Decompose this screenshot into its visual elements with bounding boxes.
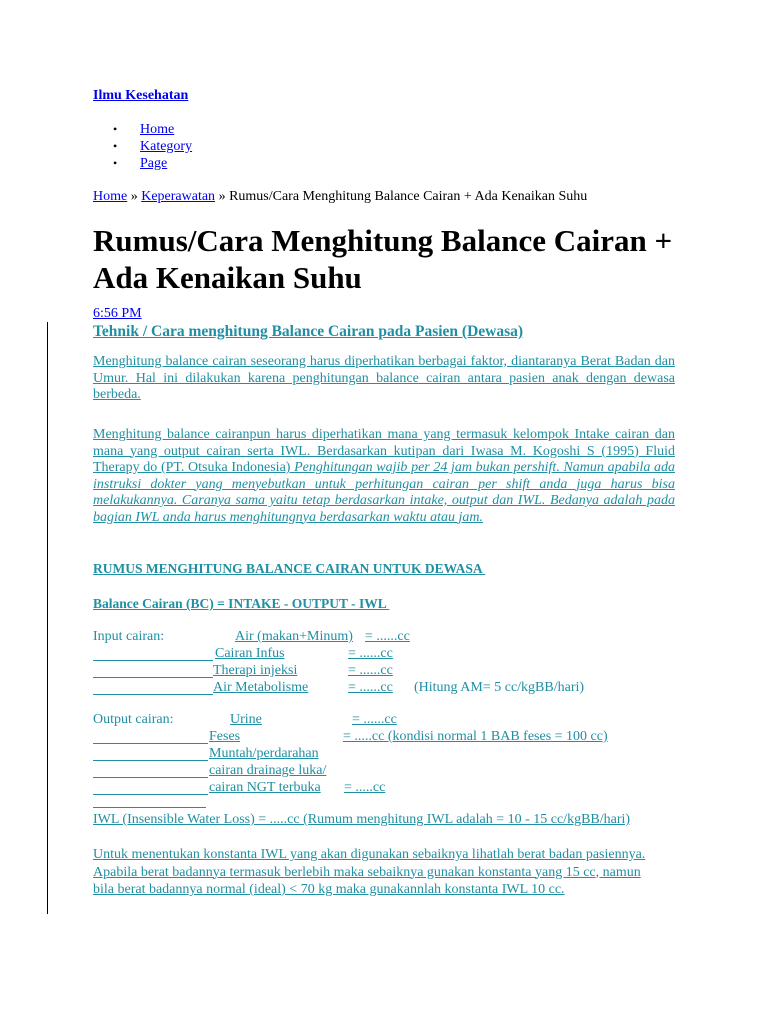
output-feses-value: = .....cc (kondisi normal 1 BAB feses = 100 cc) bbox=[343, 729, 608, 744]
input-injeksi-name: Therapi injeksi bbox=[213, 663, 298, 678]
output-row-underline bbox=[93, 794, 208, 795]
output-drainage-name: cairan drainage luka/ bbox=[209, 763, 327, 778]
output-ngt-value: = .....cc bbox=[344, 780, 386, 795]
output-feses-name: Feses bbox=[209, 729, 241, 744]
nav-menu bbox=[113, 121, 192, 172]
input-air-value: = ......cc bbox=[365, 629, 410, 644]
nav-item-page bbox=[113, 155, 192, 172]
output-ngt-name: cairan NGT terbuka bbox=[209, 780, 321, 795]
breadcrumb-category-link[interactable]: Keperawatan bbox=[141, 189, 216, 204]
input-row-underline bbox=[93, 660, 213, 661]
input-metabolisme-note: (Hitung AM= 5 cc/kgBB/hari) bbox=[414, 680, 585, 695]
post-title: Rumus/Cara Menghitung Balance Cairan + Ada Kenaikan Suhu bbox=[93, 223, 673, 295]
site-title-link[interactable]: Ilmu Kesehatan bbox=[93, 88, 189, 103]
input-metabolisme-value: = ......cc bbox=[348, 680, 393, 695]
left-vertical-rule bbox=[47, 322, 48, 914]
input-row-underline bbox=[93, 694, 213, 695]
input-metabolisme-name: Air Metabolisme bbox=[213, 680, 309, 695]
breadcrumb-separator: » bbox=[127, 189, 142, 204]
breadcrumb bbox=[93, 189, 587, 205]
paragraph-kutipan-text: Menghitung balance cairanpun harus diperhatikan mana yang termasuk kelompok Intake cairan dan mana yang output cairan serta IWL. Berdasarkan kutipan dari Iwasa M. Kogoshi S (1995) Fluid Therapy do (PT. Otsuka Indonesia) bbox=[93, 427, 675, 475]
paragraph-intro: Menghitung balance cairan seseorang harus diperhatikan berbagai faktor, diantaranya Berat Badan dan Umur. Hal ini dilakukan karena penghitungan balance cairan antara pasien anak dengan dewasa berbeda. bbox=[93, 354, 675, 402]
input-injeksi-value: = ......cc bbox=[348, 663, 393, 678]
paragraph-kutipan bbox=[93, 427, 675, 526]
output-muntah-name: Muntah/perdarahan bbox=[209, 746, 319, 761]
output-urine-name: Urine bbox=[230, 712, 262, 727]
rumus-heading: RUMUS MENGHITUNG BALANCE CAIRAN UNTUK DEWASA bbox=[93, 561, 486, 576]
separator-underline bbox=[93, 807, 206, 808]
iwl-konstanta-paragraph: Untuk menentukan konstanta IWL yang akan digunakan sebaiknya lihatlah berat badan pasiennya. Apabila berat badannya termasuk berlebih maka sebaiknya gunakan konstanta yang 15 cc, namun bila berat badannya normal (ideal) < 70 kg maka gunakannlah konstanta IWL 10 cc. bbox=[93, 847, 646, 897]
input-infus-name: Cairan Infus bbox=[215, 646, 285, 661]
nav-link-page[interactable]: Page bbox=[140, 156, 168, 171]
breadcrumb-home-link[interactable]: Home bbox=[93, 189, 128, 204]
balance-formula: Balance Cairan (BC) = INTAKE - OUTPUT - IWL bbox=[93, 596, 390, 611]
breadcrumb-separator: » bbox=[215, 189, 230, 204]
post-time-link[interactable]: 6:56 PM bbox=[93, 306, 142, 321]
output-row-underline bbox=[93, 777, 208, 778]
nav-item-kategory bbox=[113, 138, 192, 155]
output-label: Output cairan: bbox=[93, 712, 174, 727]
iwl-formula: IWL (Insensible Water Loss) = .....cc (Rumum menghitung IWL adalah = 10 - 15 cc/kgBB/hari) bbox=[93, 812, 631, 827]
output-urine-value: = ......cc bbox=[352, 712, 397, 727]
input-label: Input cairan: bbox=[93, 629, 165, 644]
post-subheading: Tehnik / Cara menghitung Balance Cairan pada Pasien (Dewasa) bbox=[93, 323, 524, 340]
input-row-underline bbox=[93, 677, 213, 678]
nav-link-home[interactable]: Home bbox=[140, 122, 175, 137]
nav-item-home bbox=[113, 121, 192, 138]
input-air-name: Air (makan+Minum) bbox=[235, 629, 353, 644]
nav-link-kategory[interactable]: Kategory bbox=[140, 139, 193, 154]
breadcrumb-current: Rumus/Cara Menghitung Balance Cairan + Ada Kenaikan Suhu bbox=[229, 189, 588, 204]
output-row-underline bbox=[93, 743, 208, 744]
output-row-underline bbox=[93, 760, 208, 761]
paragraph-kutipan-italic: Penghitungan wajib per 24 jam bukan pershift. Namun apabila ada instruksi dokter yang menyebutkan untuk perhitungan cairan per shift anda juga harus bisa melakukannya. Caranya sama yaitu tetap berdasarkan intake, output dan IWL. Bedanya adalah pada bagian IWL anda harus menghitungnya berdasarkan waktu atau jam. bbox=[93, 460, 676, 525]
input-infus-value: = ......cc bbox=[348, 646, 393, 661]
